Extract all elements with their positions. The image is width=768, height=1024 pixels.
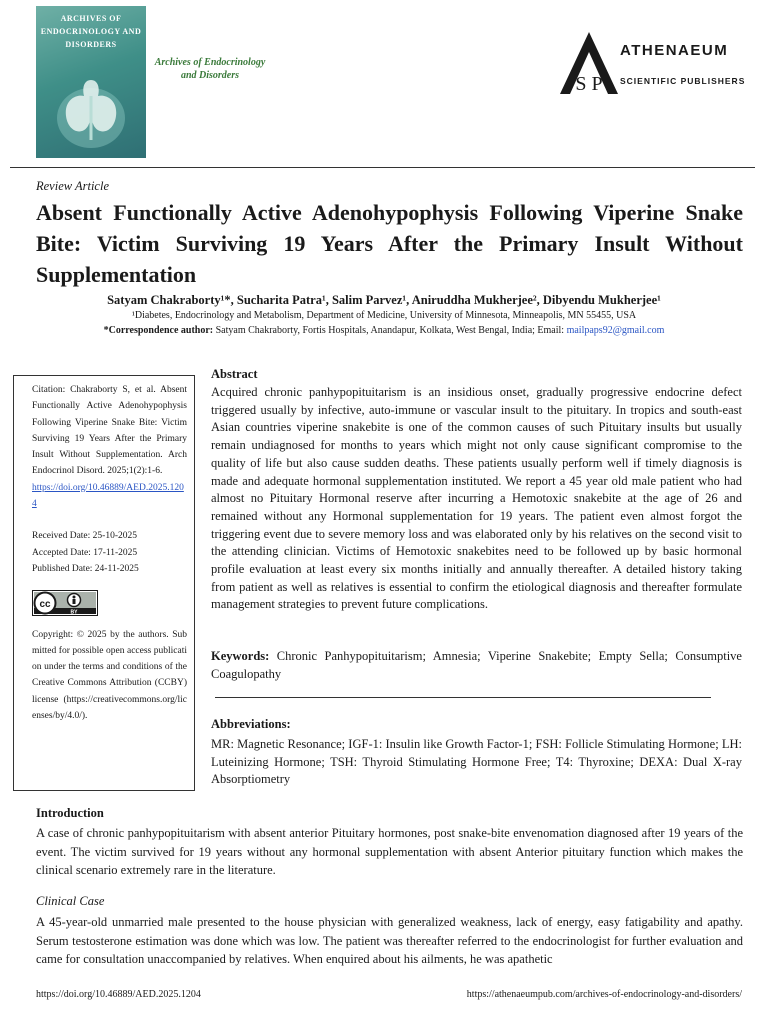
keywords-text: Chronic Panhypopituitarism; Amnesia; Viperine Snakebite; Empty Sella; Consumptive Coagulopathy	[211, 649, 742, 681]
cover-title: ARCHIVES OF ENDOCRINOLOGY AND DISORDERS	[40, 14, 142, 49]
correspondence-line	[0, 325, 768, 336]
introduction-text: A case of chronic panhypopituitarism with absent anterior Pituitary hormones, post snake-bite envenomation diagnosed after 19 years of the event. The victim survived for 19 years without any hormonal supplementation with absent Anterior pituitary function which makes the clinical scenario extremely rare in the literature.	[36, 826, 743, 877]
correspondence-email-link[interactable]: mailpaps92@gmail.com	[566, 325, 665, 336]
publisher-subtitle: SCIENTIFIC PUBLISHERS	[620, 76, 746, 86]
cc-by-license-icon[interactable]	[32, 590, 98, 616]
abbreviations-text: MR: Magnetic Resonance; IGF-1: Insulin like Growth Factor-1; FSH: Follicle Stimulating Hormone; LH: Luteinizing Hormone; TSH: Thyroid Stimulating Hormone Free; T4: Thyroxine; DEXA: Dual X-ray Absorptiometry	[211, 737, 742, 787]
article-title: Absent Functionally Active Adenohypophysis Following Viperine Snake Bite: Victim Surviving 19 Years After the Primary Insult Without Supplementation	[36, 200, 743, 287]
correspondence-label: *Correspondence author:	[103, 325, 214, 336]
keywords-paragraph	[211, 648, 742, 683]
clinical-case-heading: Clinical Case	[36, 894, 105, 908]
keywords-label: Keywords:	[211, 649, 270, 663]
keywords-divider	[215, 697, 711, 698]
by-label: BY	[70, 609, 78, 616]
journal-name: Archives of Endocrinology and Disorders	[154, 57, 266, 81]
received-date: Received Date: 25-10-2025	[32, 531, 137, 542]
abstract-heading: Abstract	[211, 367, 258, 381]
copyright-text: Copyright: © 2025 by the authors. Submitted for possible open access publication under the terms and conditions of the Creative Commons Attribution (CCBY) license (https://creativecommons.org/licenses/by/4.0/).	[32, 629, 187, 722]
article-type: Review Article	[36, 179, 110, 193]
footer-journal-url-link[interactable]: https://athenaeumpub.com/archives-of-endocrinology-and-disorders/	[466, 989, 742, 1000]
introduction-heading: Introduction	[36, 806, 104, 820]
header-divider	[10, 167, 755, 168]
abstract-text: Acquired chronic panhypopituitarism is an insidious onset, gradually progressive endocrine defect triggered usually by infective, auto-immune or vascular insult to the pituitary. In tropics and south-east Asian countries viperine snakebite is one of the common causes of such Pituitary insults but usually remain undiagnosed for months to years which might not only cause significant compromise to the quality of life but also cause sudden deaths. These patients usually perform well if timely diagnosis is made and adequate hormonal supplementation instituted. We report a 45 year old male patient who had almost no Pituitary Hormonal reserve after incurring a Hemotoxic snakebite at the age of 26 and remained without any Hormonal supplementation for 19 years. The patient even almost forgot the triggering event due to severe memory loss and was elaborated only by his relatives on the second visit to the attending clinician. Victims of Hemotoxic snakebites need to be followed up by basic hormonal profile evaluation at least every six months initially and annually thereafter. A detailed history taking from patient as well as relatives is essential to confirm the etiological diagnosis and thereafter formulate management strategies to prevent future complications.	[211, 385, 742, 612]
journal-cover-image	[36, 6, 146, 158]
publisher-name: ATHENAEUM	[620, 42, 729, 59]
abbreviations-heading: Abbreviations:	[211, 717, 291, 731]
correspondence-text: Satyam Chakraborty, Fortis Hospitals, Anandapur, Kolkata, West Bengal, India; Email:	[213, 325, 567, 336]
cc-symbol: cc	[39, 599, 51, 611]
accepted-date: Accepted Date: 17-11-2025	[32, 547, 138, 558]
svg-text:S P: S P	[575, 73, 603, 95]
footer-doi-link[interactable]: https://doi.org/10.46889/AED.2025.1204	[36, 989, 201, 1000]
athenaeum-logo-icon	[556, 30, 622, 96]
clinical-case-text: A 45-year-old unmarried male presented to the house physician with generalized weakness, lack of energy, easy fatigability and apathy. Serum testosterone estimation was done which was low. The patient was thereafter referred to the endocrinologist for further evaluation and came for consultation unaccompanied by relatives. When enquired about his ailments, he was apathetic	[36, 915, 743, 966]
author-affiliation: ¹Diabetes, Endocrinology and Metabolism, Department of Medicine, University of Minnesota, Minneapolis, MN 55455, USA	[131, 310, 637, 321]
citation-text: Citation: Chakraborty S, et al. Absent Functionally Active Adenohypophysis Following Viperine Snake Bite: Victim Surviving 19 Years After the Primary Insult Without Supplementation. Arch Endocrinol Disord. 2025;1(2):1-6.	[32, 385, 187, 477]
thyroid-illustration-icon	[54, 70, 128, 150]
citation-doi-link[interactable]: https://doi.org/10.46889/AED.2025.1204	[32, 482, 184, 510]
published-date: Published Date: 24-11-2025	[32, 563, 139, 574]
author-list: Satyam Chakraborty¹*, Sucharita Patra¹, Salim Parvez¹, Aniruddha Mukherjee², Dibyendu Mukherjee¹	[107, 293, 661, 307]
article-info-box	[13, 375, 195, 791]
